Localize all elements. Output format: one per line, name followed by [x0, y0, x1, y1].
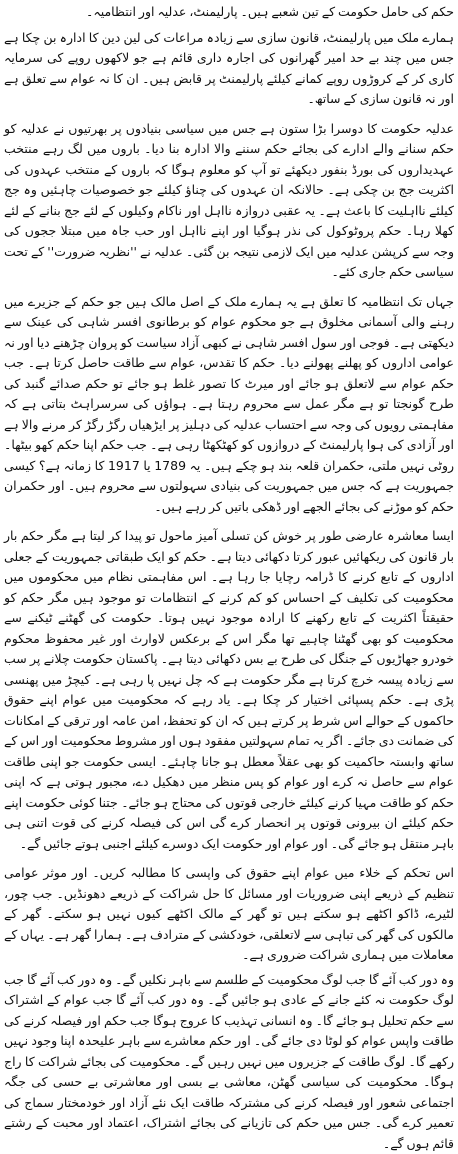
article-paragraph-society: ایسا معاشرہ عارضی طور پر خوش کن تسلی آمیز ماحول تو پیدا کر لیتا ہے مگر حکم بار بار قانون کی ریکھائیں عبور کرتا دکھائی دیتا ہے۔ حکم کو ایک طبقاتی جمہوریت کے جعلی اداروں کے تابع کرنے کا ڈرامہ رچایا جا رہا ہے۔ اس مفاہمتی نظام میں محکوموں میں محکومیت کی تکلیف کے احساس کو کم کرنے کے انتظامات تو موجود ہیں مگر حکم کو حقیقتاً اکثریت کے تابع رکھنے کا ارادہ موجود نہیں ہوتا۔ حکومت کی گھٹنے ٹیکنے سے محکومیت کو بھی گھٹنا چاہیے تھا مگر اس کے برعکس لاوارث اور غیر محفوظ محکوم خودرو جھاڑیوں کے جنگل کی طرح بے بس دکھائی دیتا ہے۔ پاکستان حکومت چلانے پر سب سے زیادہ پیسہ خرچ کرتا ہے مگر حکومت ہے کہ چل نہیں پا رہی ہے۔ کیچڑ میں پھنسی پڑی ہے۔ حکم پسپائی اختیار کر چکا ہے۔ یاد رہے کہ محکومیت میں عوام اپنے حقوق حاکموں کے حوالے اس شرط پر کرتے ہیں کہ ان کو تحفظ، امن عامہ اور ترقی کے امکانات کی ضمانت دی جائے۔ اگر یہ تمام سہولتیں مفقود ہوں اور مشروط محکومیت اور اس کے ساتھ وابستہ حاکمیت کو بھی عقلاً معطل ہو جانا چاہئے۔ ایسی حکومت جو اپنی طاقت عوام سے حاصل نہ کرے اور عوام کو پس منظر میں دھکیل دے، مجبور ہوتی ہے کہ اپنی حکم کو طاقت مہیا کرنے کیلئے خارجی قوتوں کی محتاج ہو جائے۔ جتنا کوئی حکومت اپنے حکم کیلئے ان بیرونی قوتوں پر انحصار کرے گی اس کی فیصلہ کرنے کی قوت اتنی ہی باہر منتقل ہو جائے گی۔ اور عوام اور حکومت ایک دوسرے کیلئے اجنبی ہوتے جائیں گے۔: [4, 526, 454, 854]
article-paragraph-conclusion: وہ دور کب آئے گا جب لوگ محکومیت کے طلسم سے باہر نکلیں گے۔ وہ دور کب آئے گا جب لوگ حکومت نہ کئے جانے کے عادی ہو جائیں گے۔ وہ دور کب آئے گا جب عوام کے اشتراک سے حکم تحلیل ہو جائے گا۔ وہ انسانی تہذیب کا عروج ہوگا جب حکم اور فیصلہ کرنے کی طاقت واپس عوام کو لوٹا دی جائے گی۔ اور حکم معاشرے سے باہر علیحدہ اپنا وجود نہیں رکھے گا۔ لوگ طاقت کے جزیروں میں نہیں رہیں گے۔ محکومیت کی بجائے شراکت کا راج ہوگا۔ محکومیت کی سیاسی گھٹن، معاشی بے بسی اور معاشرتی بے حسی کی جگہ اجتماعی شعور اور فیصلہ کرنے کی مشترکہ طاقت ایک نئے آزاد اور خودمختار سماج کی تعمیر کرے گی۔ جس میں حکم کی تازیانے کی بجائے اشتراک، اعتماد اور محبت کے رشتے قائم ہوں گے۔: [4, 970, 454, 1154]
article-paragraph-executive: جہاں تک انتظامیہ کا تعلق ہے یہ ہمارے ملک کے اصل مالک ہیں جو حکم کے جزیرے میں رہنے والی آسمانی مخلوق ہے جو محکوم عوام کو برطانوی افسر شاہی کی عینک سے دیکھتی ہے۔ فوجی اور سول افسر شاہی نے کبھی آزاد سیاست کو پروان چڑھنے دیا اور نہ عوامی اداروں کو پھلنے پھولنے دیا۔ حکم کا تقدس، عوام سے طاقت حاصل کرتا ہے۔ جب حکم عوام سے لاتعلق ہو جائے اور میرٹ کا تصور غلط ہو جائے تو حکم صدائے گنبد کی طرح گونجتا تو ہے مگر عمل سے محروم رہتا ہے۔ ہواؤں کی سرسراہٹ بتاتی ہے کہ مفاہمتی رویوں کی وجہ سے احتساب عدلیہ کی دہلیز پر ایڑھیاں رگڑ رگڑ کر مرنے والا ہے اور آزادی کی ہوا پارلیمنٹ کے دروازوں کو کھٹکھٹا رہی ہے۔ جب حکم اپنا حکم کھو بیٹھا۔ روٹی نہیں ملتی، حکمران قلعہ بند ہو چکے ہیں۔ یہ 1789 یا 1917 کا زمانہ ہے؟ کیسی جمہوریت ہے کہ جس میں جمہوریت کی بنیادی سہولتوں سے محروم ہیں۔ اور حکمران حکم کو موڑنے کی بجائے الجھے اور ڈھکی باتیں کر رہے ہیں۔: [4, 292, 454, 518]
article-paragraph-judiciary: عدلیہ حکومت کا دوسرا بڑا ستون ہے جس میں سیاسی بنیادوں پر بھرتیوں نے عدلیہ کو حکم سنانے والے ادارے کی بجائے حکم سننے والا ادارہ بنا دیا۔ باروں میں لگ رہے منتخب عہدیداروں کی بورڈ بنفور دیکھئے تو آپ کو معلوم ہوگا کہ باروں کے منتخب عہدوں کی اکثریت جج بن چکی ہے۔ حالانکہ ان عہدوں کی چناؤ کیلئے جو خصوصیات چاہئیں وہ جج کیلئے نااہلیت کا باعث ہے۔ یہ عقبی دروازہ نااہل اور ناکام وکیلوں کے لئے جج بنانے کے لئے کھلا رہا۔ حکم پروٹوکول کی نذر ہوگیا اور اپنے نااہل اور حب جاہ میں مبتلا ججوں کی وجہ سے کرپشن عدلیہ میں ایک لازمی نتیجہ بن گئی۔ عدلیہ نے ''نظریہ ضرورت'' کے تحت سیاسی حکم جاری کئے۔: [4, 119, 454, 283]
article-paragraph-parliament: ہمارے ملک میں پارلیمنٹ، قانون سازی سے زیادہ مراعات کی لین دین کا ادارہ بن چکا ہے جس میں چند بے حد امیر گھرانوں کی اجارہ داری قائم ہے جو لاکھوں روپے کی سرمایہ کاری کر کے کروڑوں روپے کمانے کیلئے پارلیمنٹ پر قابض ہیں۔ ان کا نہ عوام سے تعلق ہے اور نہ قانون سازی کے ساتھ۔: [4, 28, 454, 110]
article-paragraph-intro: حکم کی حامل حکومت کے تین شعبے ہیں۔ پارلیمنٹ، عدلیہ اور انتظامیہ۔: [4, 2, 454, 23]
article-paragraph-public-demand: اس تحکم کے خلاء میں عوام اپنے حقوق کی واپسی کا مطالبہ کریں۔ اور موثر عوامی تنظیم کے ذریعے اپنی ضروریات اور مسائل کا حل شراکت کے ذریعے دھونڈیں۔ جب چور، لٹیرے، ڈاکو اکٹھے ہو سکتے ہیں تو گھر کے مالک اکٹھے کیوں نہیں ہو سکتے۔ گھر کے مالکوں کی گھر کی تباہی سے لاتعلقی، خودکشی کے مترادف ہے۔ ہمارا گھر ہے۔ یہاں کے معاملات میں ہماری شراکت ضروری ہے۔: [4, 863, 454, 966]
